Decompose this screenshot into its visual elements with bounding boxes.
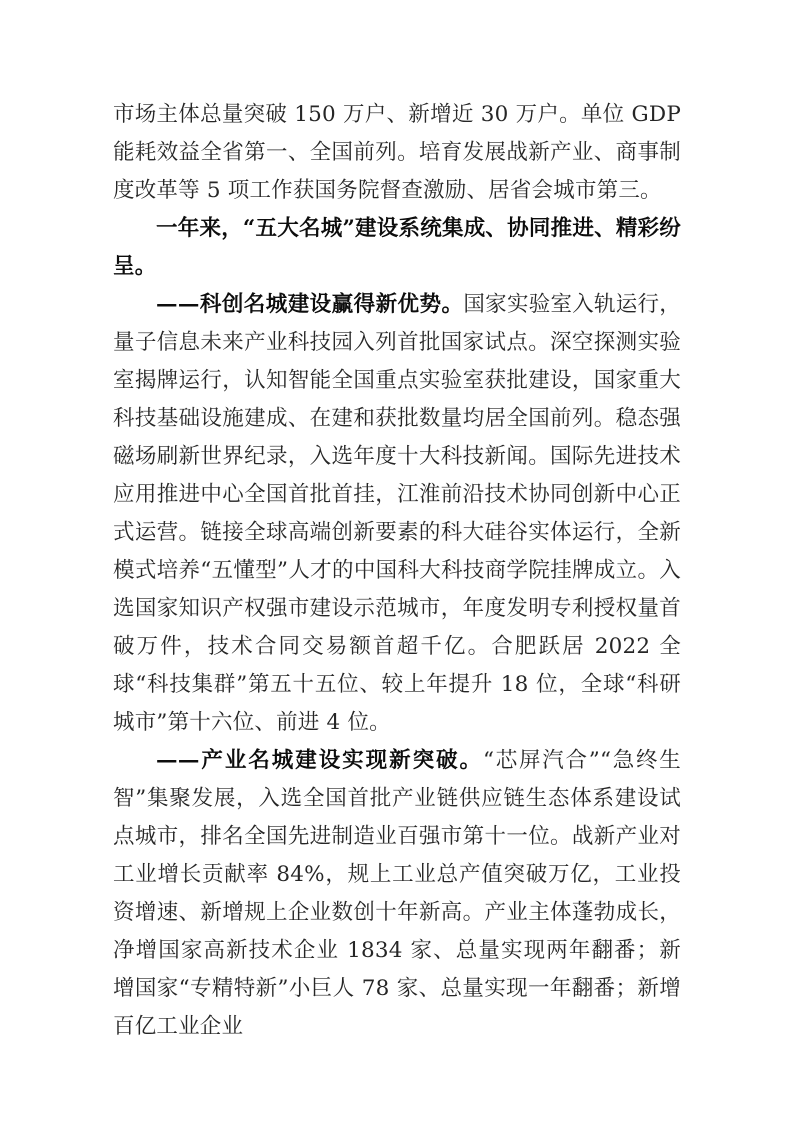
- paragraph-industry-city-text: “芯屏汽合”“急终生智”集聚发展，入选全国首批产业链供应链生态体系建设试点城市，排名全国先进制造业百强市第十一位。战新产业对工业增长贡献率 84%，规上工业总产值突破万亿，工业投资增速、新增规上企业数创十年新高。产业主体蓬勃成长，净增国家高新技术企业 1834 家、总量实现两年翻番；新增国家“专精特新”小巨人 78 家、总量实现一年翻番；新增百亿工业企业: [113, 748, 681, 1039]
- paragraph-industry-city: [113, 742, 681, 1046]
- paragraph-industry-city-lead: ——产业名城建设实现新突破。: [156, 748, 483, 773]
- document-body: [113, 96, 681, 1046]
- paragraph-five-famous-cities-heading: 一年来，“五大名城”建设系统集成、协同推进、精彩纷呈。: [113, 216, 681, 279]
- paragraph-sci-tech-city: [113, 286, 681, 742]
- paragraph-sci-tech-city-text: 国家实验室入轨运行，量子信息未来产业科技园入列首批国家试点。深空探测实验室揭牌运行，认知智能全国重点实验室获批建设，国家重大科技基础设施建成、在建和获批数量均居全国前列。稳态强磁场刷新世界纪录，入选年度十大科技新闻。国际先进技术应用推进中心全国首批首挂，江淮前沿技术协同创新中心正式运营。链接全球高端创新要素的科大硅谷实体运行，全新模式培养“五懂型”人才的中国科大科技商学院挂牌成立。入选国家知识产权强市建设示范城市，年度发明专利授权量首破万件，技术合同交易额首超千亿。合肥跃居 2022 全球“科技集群”第五十五位、较上年提升 18 位，全球“科研城市”第十六位、前进 4 位。: [113, 292, 681, 735]
- paragraph-market-entities: 市场主体总量突破 150 万户、新增近 30 万户。单位 GDP 能耗效益全省第一、全国前列。培育发展战新产业、商事制度改革等 5 项工作获国务院督查激励、居省会城市第三。: [113, 102, 681, 203]
- paragraph-sci-tech-city-lead: ——科创名城建设赢得新优势。: [156, 292, 464, 317]
